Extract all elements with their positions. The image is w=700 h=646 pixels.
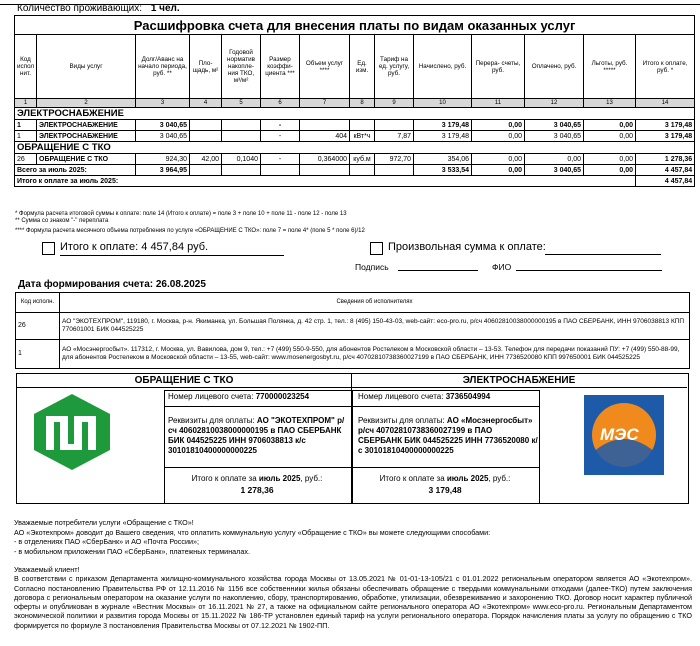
tko-block-title: ОБРАЩЕНИЕ С ТКО [134,375,234,386]
column-header: Итого к оплате, руб. * [636,35,695,99]
total-pay-label: Итого к оплате за июль 2025: [15,176,636,187]
notes [15,211,365,235]
header-row [15,35,695,99]
tko-account-number: 770000023254 [255,392,310,401]
tko-sum-line [164,474,350,483]
el-sum-period: июль 2025 [446,474,489,483]
cell-volume: 404 [300,131,350,142]
column-number: 11 [472,99,525,108]
cell-debt: 3 040,65 [136,120,190,131]
total-pay-row [15,176,695,187]
el-req-corr: к/с 30101810400000000225 [358,436,538,455]
column-number: 12 [525,99,584,108]
column-header: Код испол нит. [15,35,37,99]
info-client-title: Уважаемый клиент! [14,565,80,574]
exec-row [16,313,690,340]
table-title: Расшифровка счета для внесения платы по видам оказанных услуг [15,16,695,35]
el-account-label: Номер лицевого счета: [358,392,446,401]
column-header: Ед. изм. [350,35,375,99]
cell-tariff [375,120,414,131]
executors-wrap [15,292,690,369]
column-number: 9 [375,99,414,108]
column-header: Перера- счеты, руб. [472,35,525,99]
cell-area [190,120,222,131]
cell-debt: 3 040,65 [136,131,190,142]
tko-account-label: Номер лицевого счета: [168,392,256,401]
pay-total-checkbox[interactable] [42,242,55,255]
tko-req-label: Реквизиты для оплаты: [168,416,257,425]
total-debt: 3 964,95 [136,165,190,176]
cell-name: ЭЛЕКТРОСНАБЖЕНИЕ [37,120,136,131]
el-sum-line [352,474,538,483]
el-sum-suffix: , руб.: [488,474,511,483]
info-tko-line: - в отделениях ПАО «СберБанк» и АО «Почта России»; [14,537,200,546]
el-req-label: Реквизиты для оплаты: [358,416,447,425]
residents-label: Количество проживающих: [17,3,143,14]
ecotechprom-logo-icon [32,392,112,472]
cell-volume: 0,364000 [300,154,350,165]
cell-name: ОБРАЩЕНИЕ С ТКО [37,154,136,165]
total-sum: 4 457,84 [636,165,695,176]
column-number: 14 [636,99,695,108]
exec-head-info: Сведения об исполнителях [60,293,690,313]
tko-sum-value: 1 278,36 [240,485,274,495]
cell-total: 3 179,48 [636,120,695,131]
total-charged: 3 533,54 [414,165,472,176]
charges-table-wrap [14,15,694,187]
column-number: 5 [222,99,261,108]
column-header: Льготы, руб. ***** [584,35,636,99]
executors-table [15,292,690,369]
total-pay-value: 4 457,84 [636,176,695,187]
exec-code: 26 [16,313,60,340]
table-body [15,108,695,165]
cell-area: 42,00 [190,154,222,165]
pay-arbitrary-checkbox[interactable] [370,242,383,255]
column-header: Долг/Аванс на начало периода, руб. ** [136,35,190,99]
info-client [14,565,692,630]
cell-norm [222,120,261,131]
info-tko-line: Уважаемые потребители услуги «Обращение с ТКО»! [14,518,194,527]
section-row [15,142,695,154]
fio-line[interactable] [516,270,662,271]
section-title: ЭЛЕКТРОСНАБЖЕНИЕ [15,108,695,120]
total-benefit: 0,00 [584,165,636,176]
info-tko [14,518,694,556]
cell-volume [300,120,350,131]
total-recalc: 0,00 [472,165,525,176]
tko-req-account: р/сч 40602810038000000195 в ПАО СБЕРБАНК БИК 044525225 ИНН 9706038813 [168,416,345,445]
cell-paid: 0,00 [525,154,584,165]
el-req-account: р/сч 40702810738360027199 в ПАО СБЕРБАНК БИК 044525225 ИНН 7736520080 [358,426,530,445]
cell-norm [222,131,261,142]
column-number: 2 [37,99,136,108]
cell-paid: 3 040,65 [525,120,584,131]
cell-tariff: 7,87 [375,131,414,142]
el-block-title: ЭЛЕКТРОСНАБЖЕНИЕ [462,375,576,386]
tko-requisites [168,416,348,456]
cell-recalc: 0,00 [472,120,525,131]
exec-row [16,340,690,369]
total-row [15,165,695,176]
cell-debt: 924,30 [136,154,190,165]
cell-benefit: 0,00 [584,120,636,131]
column-number: 6 [261,99,300,108]
cell-code: 1 [15,120,37,131]
cell-unit [350,120,375,131]
cell-recalc: 0,00 [472,154,525,165]
column-number: 1 [15,99,37,108]
el-requisites [358,416,538,456]
exec-code: 1 [16,340,60,369]
total-row-label: Всего за июль 2025: [15,165,136,176]
column-header: Виды услуг [37,35,136,99]
cell-paid: 3 040,65 [525,131,584,142]
el-req-company: АО «Мосэнергосбыт» [446,416,533,425]
mes-logo [584,395,664,475]
column-number: 10 [414,99,472,108]
cell-unit: кВт*ч [350,131,375,142]
charges-table [14,15,695,187]
pay-total-text: Итого к оплате: 4 457,84 руб. [60,241,209,253]
total-paid: 3 040,65 [525,165,584,176]
column-header: Объем услуг **** [300,35,350,99]
note-2: ** Сумма со знаком "-" переплата [15,218,109,224]
cell-code: 26 [15,154,37,165]
service-row [15,120,695,131]
el-account [358,392,490,401]
cell-total: 3 179,48 [636,131,695,142]
el-sum-value: 3 179,48 [428,485,462,495]
el-sum-label: Итого к оплате за [379,474,447,483]
column-header: Оплачено, руб. [525,35,584,99]
cell-unit: куб.м [350,154,375,165]
residents [17,3,180,14]
exec-head-code: Код исполн. [16,293,60,313]
tko-req-company: АО "ЭКОТЕХПРОМ" [256,416,335,425]
column-header: Тариф на ед. услугу, руб. [375,35,414,99]
fio-label: ФИО [492,262,512,272]
cell-code: 1 [15,131,37,142]
cell-charged: 354,06 [414,154,472,165]
mes-logo-text: МЭС [600,425,639,444]
cell-total: 1 278,36 [636,154,695,165]
cell-benefit: 0,00 [584,154,636,165]
cell-charged: 3 179,48 [414,131,472,142]
column-numbers [15,99,695,108]
column-number: 13 [584,99,636,108]
service-row [15,154,695,165]
column-header: Начислено, руб. [414,35,472,99]
info-tko-line: - в мобильном приложении ПАО «СберБанк», платежных терминалах. [14,546,250,556]
info-client-text: В соответствии с приказом Департамента жилищно-коммунального хозяйства города Москвы от 13.05.2021 № 01-01-13-105/21 с 01.01.2022 региональным оператором является АО «Экотехпром». Согласно постановлению Правительства РФ от 12.11.2016 № 1156 все собственники жилья обязаны обеспечивать обращение с твердыми коммунальными отходами (далее-ТКО) путем заключения договора с региональным оператором на оказание услуги по накоплению, сбору, транспортированию, обработке, утилизации, обезвреживанию и захоронению ТКО. Договор носит характер публичной оферты и опубликован в журнале «Вестник Москвы» от 16.11.2021 № 27, а также на официальном сайте регионального оператора АО «Экотехпром» www.eco-pro.ru. Региональным Департаментом экономической политики и развития города Москвы от 15.11.2022 № 186-ТР установлен единый тариф на услуги регионального оператора. Порядок начисления платы за услугу по обращению с ТКО формируется по формуле 3 постановления Правительства Москвы от 07.12.2021 № 1902-ПП. [14,574,692,630]
tko-sum-suffix: , руб.: [300,474,323,483]
column-header: Пло- щадь, м² [190,35,222,99]
cell-recalc: 0,00 [472,131,525,142]
cell-benefit: 0,00 [584,131,636,142]
sign-line[interactable] [398,270,478,271]
cell-tariff: 972,70 [375,154,414,165]
column-number: 7 [300,99,350,108]
section-title: ОБРАЩЕНИЕ С ТКО [15,142,695,154]
cell-coef: - [261,154,300,165]
tko-account [168,392,309,401]
exec-info: АО «Мосэнергосбыт». 117312, г. Москва, ул. Вавилова, дом 9, тел.: +7 (499) 550-9-550, для абонентов Ростелеком в Московской области – 13-53. Телефон для передачи показаний ПУ: +7 (499) 550-88-99, для абонентов Ростелеком в Московской области – 13-55, web-сайт: www.mosenergosbyt.ru, р/сч 40702810738360027199 в ПАО СБЕРБАНК, ИНН 7736520080 КПП 997650001 БИК 044525225 [60,340,690,369]
column-number: 3 [136,99,190,108]
column-number: 4 [190,99,222,108]
exec-info: АО "ЭКОТЕХПРОМ", 119180, г. Москва, р-н. Якиманка, ул. Большая Полянка, д. 42 стр. 1, тел.: 8 (495) 150-43-03, web-сайт: eco-pro.ru, р/сч 40602810038000000195 в ПАО СБЕРБАНК, ИНН 9706038813 КПП 770601001 БИК 044525225 [60,313,690,340]
pay-arbitrary-text: Произвольная сумма к оплате: [388,241,546,253]
tko-req-corr: к/с 30101810400000000225 [168,436,306,455]
service-row [15,131,695,142]
column-header: Размер коэффи- циента *** [261,35,300,99]
pay-total-underline [60,255,284,256]
sign-label: Подпись [355,262,389,272]
tko-sum-period: июль 2025 [258,474,301,483]
cell-coef: - [261,131,300,142]
cell-area [190,131,222,142]
cell-norm: 0,1040 [222,154,261,165]
el-account-number: 3736504994 [445,392,491,401]
pay-arbitrary-input[interactable] [545,254,661,255]
section-row [15,108,695,120]
column-header: Годовой норматив накопле- ния ТКО, м³/м² [222,35,261,99]
column-number: 8 [350,99,375,108]
residents-value: 1 чел. [150,3,180,14]
info-tko-line: АО «Экотехпром» доводит до Вашего сведения, что оплатить коммунальную услугу «Обращение с ТКО» вы можете следующими способами: [14,527,491,537]
date-label: Дата формирования счета: 26.08.2025 [18,279,206,290]
note-3: **** Формула расчета месячного объема потребления по услуге «ОБРАЩЕНИЕ С ТКО»: поле 7 = поле 4* (поле 5 * поле 6)/12 [15,228,365,234]
ecotechprom-logo [32,392,112,472]
tko-sum-label: Итого к оплате за [191,474,259,483]
note-1: * Формула расчета итоговой суммы к оплате: поле 14 (Итого к оплате) = поле 3 + поле 10 + поле 11 - поле 12 - поле 13 [15,211,347,217]
cell-name: ЭЛЕКТРОСНАБЖЕНИЕ [37,131,136,142]
cell-coef: - [261,120,300,131]
cell-charged: 3 179,48 [414,120,472,131]
